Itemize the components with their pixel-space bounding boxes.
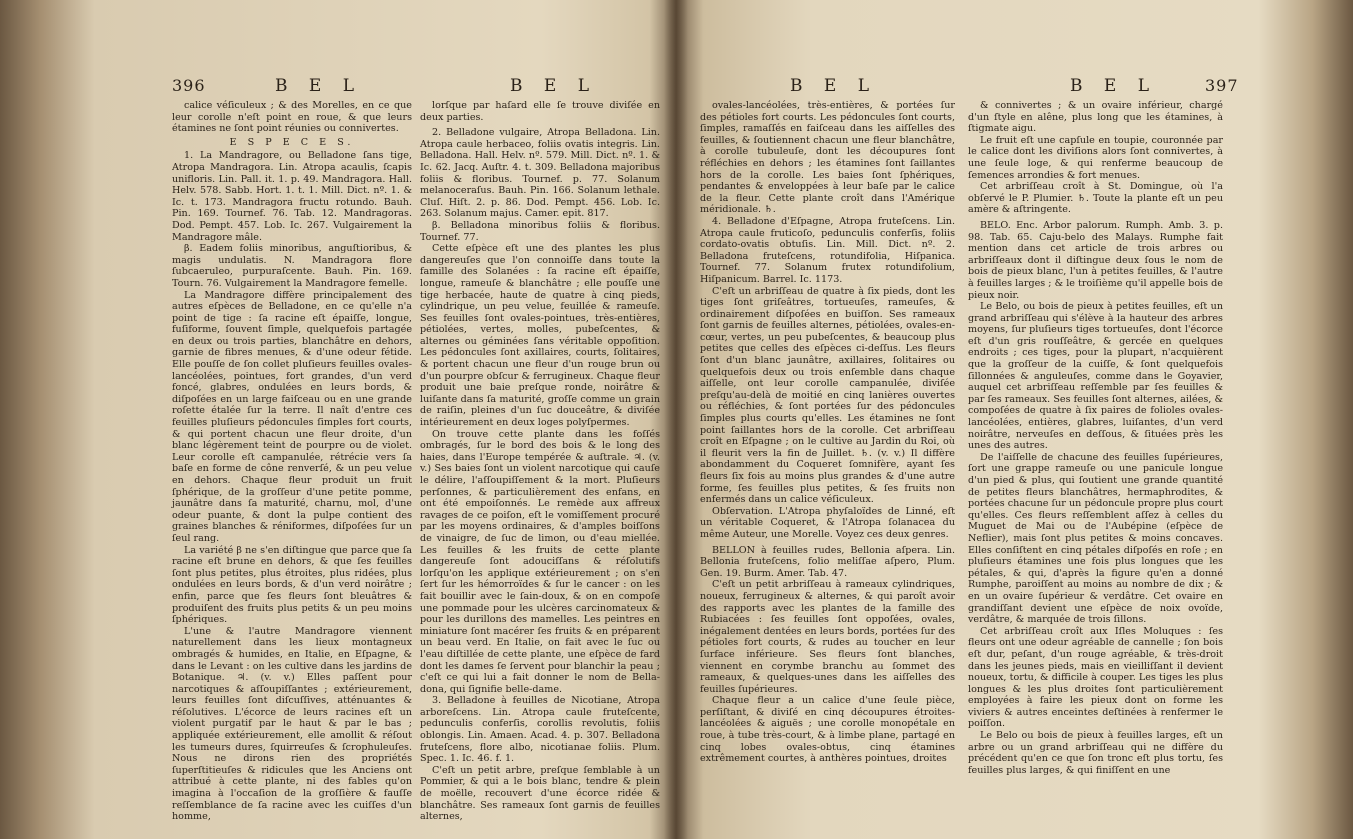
paragraph: C'eſt un petit arbriſſeau à rameaux cylindriques, noueux, ferrugineux & alternes, & qui paroît avoir des rapports avec les plantes de la famille des Rubiacées : ſes feuilles ſont oppoſées, ovales, inégalement dentées en leurs bords, portées ſur des pétioles fort courts, & rudes au toucher en leur ſurface inférieure. Ses fleurs ſont blanches, viennent en corymbe branchu au ſommet des rameaux, & quelques-unes dans les aiſſelles des feuilles ſupérieures.: [700, 579, 955, 695]
paragraph: L'une & l'autre Mandragore viennent naturellement dans les lieux montagneux ombragés & humides, en Italie, en Eſpagne, & dans le Levant : on les cultive dans les jardins de Botanique. ♃. (v. v.) Elles paſſent pour narcotiques & aſſoupiſſantes ; extérieurement, leurs feuilles ſont diſcuſſives, atténuantes & réſolutives. L'écorce de leurs racines eſt un violent purgatif par le haut & par le bas ; appliquée extérieurement, elle amollit & réſout les tumeurs dures, ſquirreuſes & ſcrophuleuſes. Nous ne dirons rien des propriétés ſuperſtitieuſes & ridicules que les Anciens ont attribué à cette plante, ni des fables qu'on imagina à l'occaſion de la groſſière & fauſſe reſſemblance de ſa racine avec les cuiſſes d'un homme,: [172, 625, 412, 823]
paragraph: La variété β ne s'en diſtingue que parce que ſa racine eſt brune en dehors, & que ſes feuilles ſont plus petites, plus étroites, plus ridées, plus ondulées en leurs bords, & d'un verd noirâtre ; enfin, parce que ſes fleurs ſont bleuâtres & produiſent des fruits plus petits & un peu moins ſphériques.: [172, 544, 412, 626]
paragraph: & connivertes ; & un ovaire inférieur, chargé d'un ſtyle en alêne, plus long que les étamines, à ſtigmate aigu.: [968, 100, 1223, 135]
book-gutter: [664, 0, 688, 839]
left-page: [120, 0, 668, 839]
paragraph: C'eſt un arbriſſeau de quatre à ſix pieds, dont les tiges ſont griſeâtres, tortueuſes, rameuſes, & ordinairement diſpoſées en buiſſon. Ses rameaux ſont garnis de feuilles alternes, pétiolées, ovales-en-cœur, vertes, un peu pubeſcentes, & beaucoup plus petites que celles des eſpèces ci-deſſus. Les fleurs ſont d'un blanc jaunâtre, axillaires, ſolitaires ou quelquefois deux ou trois enſemble dans chaque aiſſelle, ont leur corolle campanulée, diviſée preſqu'au-delà de moitié en cinq lanières ouvertes ou réfléchies, & ſont portées ſur des pédoncules ſimples plus courts qu'elles. Les étamines ne ſont point ſaillantes hors de la corolle. Cet arbriſſeau croît en Eſpagne ; on le cultive au Jardin du Roi, où il fleurit vers la fin de Juillet. ♄. (v. v.) Il diffère abondamment du Coqueret ſomnifère, ayant ſes fleurs ſix fois au moins plus grandes & d'une autre forme, ſes feuilles plus petites, & ſes fruits non enfermés dans un calice véſiculeux.: [700, 285, 955, 506]
paragraph: lorſque par haſard elle ſe trouve diviſée en deux parties.: [420, 100, 660, 123]
paragraph: β. Belladona minoribus foliis & floribus. Tournef. 77.: [420, 219, 660, 243]
running-head-word: B E L: [510, 76, 597, 96]
right-page: [680, 0, 1240, 839]
section-heading: E S P E C E S.: [229, 136, 355, 148]
paragraph: La Mandragore diffère principalement des autres eſpèces de Belladone, en ce qu'elle n'a point de tige : ſa racine eſt épaiſſe, longue, fuſiforme, ſouvent ſimple, quelquefois partagée en deux ou trois parties, blanchâtre en dehors, garnie de fibres menues, & d'une odeur fétide. Elle pouſſe de ſon collet pluſieurs feuilles ovales-lancéolées, pointues, fort grandes, d'un verd foncé, glabres, ondulées en leurs bords, & diſpoſées en un large faiſceau ou en une grande roſette étalée ſur la terre. Il naît d'entre ces feuilles pluſieurs pédoncules ſimples fort courts, & qui portent chacun une fleur droite, d'un blanc légèrement teint de pourpre ou de violet. Leur corolle eſt campanulée, rétrécie vers ſa baſe en forme de cône renverſé, & un peu velue en dehors. Chaque fleur produit un fruit ſphérique, de la groſſeur d'une petite pomme, jaunâtre dans ſa maturité, charnu, mol, d'une odeur puante, & dont la pulpe contient des graines blanches & réniformes, diſpoſées ſur un ſeul rang.: [172, 289, 412, 544]
paragraph: Chaque fleur a un calice d'une ſeule pièce, perſiſtant, & diviſé en cinq découpures étroites-lancéolées & aiguës ; une corolle monopétale en roue, à tube très-court, & à limbe plane, partagé en cinq lobes ovales-obtus, cinq étamines extrêmement courtes, à anthères pointues, droites: [700, 695, 955, 765]
text-column-2: [968, 100, 1223, 776]
text-column-2: [420, 100, 660, 823]
paragraph: 4. Belladone d'Eſpagne, Atropa fruteſcens. Lin. Atropa caule fruticoſo, pedunculis conferſis, foliis cordato-ovatis obtuſis. Lin. Mill. Dict. nº. 2. Belladona fruteſcens, rotundifolia, Hiſpanica. Tournef. 77. Solanum frutex rotundifolium, Hiſpanicum. Barrel. Ic. 1173.: [700, 215, 955, 285]
running-head-word: B E L: [790, 76, 877, 96]
paragraph: Le fruit eſt une capſule en toupie, couronnée par le calice dont les diviſions alors ſont connivertes, à une ſeule loge, & qui renferme beaucoup de ſemences arrondies & fort menues.: [968, 134, 1223, 181]
paragraph: Le Belo ou bois de pieux à feuilles larges, eſt un arbre ou un grand arbriſſeau qui ne diffère du précédent qu'en ce que ſon tronc eſt plus tortu, ſes feuilles plus larges, & qui finiſſent en une: [968, 730, 1223, 776]
paragraph: Cet arbriſſeau croît aux Iſles Moluques : ſes fleurs ont une odeur agréable de cannelle ; ſon bois eſt dur, peſant, d'un rouge agréable, & très-droit dans les jeunes pieds, mais en vieilliſſant il devient noueux, tortu, & difficile à couper. Les tiges les plus longues & les plus droites ſont particulièrement employées à faire les pieux dont on forme les viviers & autres enceintes deſtinées à renfermer le poiſſon.: [968, 625, 1223, 730]
paragraph: 2. Belladone vulgaire, Atropa Belladona. Lin. Atropa caule herbaceo, foliis ovatis integris. Lin. Belladona. Hall. Helv. nº. 579. Mill. Dict. nº. 1. & Ic. 62. Jacq. Auſtr. 4. t. 309. Belladona majoribus foliis & floribus. Tournef. p. 77. Solanum melanoceraſus. Bauh. Pin. 166. Solanum lethale. Cluſ. Hiſt. 2. p. 86. Dod. Pempt. 456. Lob. Ic. 263. Solanum majus. Camer. epit. 817.: [420, 127, 660, 220]
paragraph: 1. La Mandragore, ou Belladone ſans tige, Atropa Mandragora. Lin. Atropa acaulis, ſcapis unifloris. Lin. Pall. it. 1. p. 49. Mandragora. Hall. Helv. 578. Sabb. Hort. 1. t. 1. Mill. Dict. nº. 1. & Ic. t. 173. Mandragora fructu rotundo. Bauh. Pin. 169. Tournef. 76. Tab. 12. Mandragoras. Dod. Pempt. 457. Lob. Ic. 267. Vulgairement la Mandragore mâle.: [172, 150, 412, 243]
text-column-1: [172, 100, 412, 823]
page-number: 396: [172, 76, 206, 95]
paragraph: On trouve cette plante dans les foſſés ombragés, ſur le bord des bois & le long des haies, dans l'Europe tempérée & auſtrale. ♃. (v. v.) Ses baies ſont un violent narcotique qui cauſe le délire, l'aſſoupiſſement & la mort. Pluſieurs perſonnes, & particulièrement des enfans, en ont été empoiſonnés. Le remède aux affreux ravages de ce poiſon, eſt le vomiſſement procuré par les moyens ordinaires, & d'amples boiſſons de vinaigre, de ſuc de limon, ou d'eau miellée. Les feuilles & les fruits de cette plante dangereuſe ſont adouciſſans & réſolutifs lorſqu'on les applique extérieurement ; on s'en ſert ſur les hémorroïdes & ſur le cancer : on les fait bouillir avec le ſain-doux, & on en compoſe une pommade pour les ulcères carcinomateux & pour les durillons des mamelles. Les peintres en miniature ſont macérer ſes fruits & en préparent un beau verd. En Italie, on fait avec le ſuc ou l'eau diſtillée de cette plante, une eſpèce de fard dont les dames ſe ſervent pour blanchir la peau ; c'eſt ce qui lui a fait donner le nom de Bella-dona, qui ſignifie belle-dame.: [420, 428, 660, 695]
running-head-right: [680, 76, 1240, 98]
paragraph: C'eſt un petit arbre, preſque ſemblable à un Pommier, & qui a le bois blanc, tendre & plein de moëlle, recouvert d'une écorce ridée & blanchâtre. Ses rameaux ſont garnis de feuilles alternes,: [420, 764, 660, 823]
running-head-word: B E L: [275, 76, 362, 96]
paragraph: β. Eadem foliis minoribus, anguſtioribus, & magis undulatis. N. Mandragora flore ſubcaeruleo, purpuraſcente. Bauh. Pin. 169. Tourn. 76. Vulgairement la Mandragore femelle.: [172, 243, 412, 289]
running-head-word: B E L: [1070, 76, 1157, 96]
paragraph: BELLON à feuilles rudes, Bellonia aſpera. Lin. Bellonia fruteſcens, folio meliſſae aſpero, Plum. Gen. 19. Burm. Amer. Tab. 47.: [700, 544, 955, 579]
paragraph: Obſervation. L'Atropa phyſaloïdes de Linné, eſt un véritable Coqueret, & l'Atropa ſolanacea du même Auteur, une Morelle. Voyez ces deux genres.: [700, 505, 955, 540]
page-number: 397: [1205, 76, 1239, 95]
text-columns: [120, 100, 668, 823]
paragraph: 3. Belladone à feuilles de Nicotiane, Atropa arboreſcens. Lin. Atropa caule fruteſcente, pedunculis conferſis, corollis revolutis, foliis oblongis. Lin. Amaen. Acad. 4. p. 307. Belladona fruteſcens, flore albo, nicotianae foliis. Plum. Spec. 1. Ic. 46. f. 1.: [420, 695, 660, 765]
running-head-left: [120, 76, 668, 98]
paragraph: calice véſiculeux ; & des Morelles, en ce que leur corolle n'eſt point en roue, & que leurs étamines ne ſont point réunies ou connivertes.: [172, 100, 412, 135]
paragraph: BELO. Enc. Arbor palorum. Rumph. Amb. 3. p. 98. Tab. 65. Caju-belo des Malays. Rumphe fait mention dans cet article de trois arbres ou arbriſſeaux dont il diſtingue deux ſous le nom de bois de pieux blanc, l'un à petites feuilles, & l'autre à feuilles larges ; & le troiſième qu'il appelle bois de pieux noir.: [968, 219, 1223, 301]
paragraph: Le Belo, ou bois de pieux à petites feuilles, eſt un grand arbriſſeau qui s'élève à la hauteur des arbres moyens, ſur pluſieurs tiges tortueuſes, dont l'écorce eſt d'un gris rouſſeâtre, & gercée en quelques endroits ; ces tiges, pour la plupart, n'acquièrent que la groſſeur de la cuiſſe, & ſont quelquefois ſillonnées & anguleuſes, comme dans le Goyavier, auquel cet arbriſſeau reſſemble par ſes feuilles & par ſes rameaux. Ses feuilles ſont alternes, ailées, & compoſées de quatre à ſix paires de folioles ovales-lancéolées, entières, glabres, luiſantes, d'un verd noirâtre, nerveuſes en deſſous, & ſituées près les unes des autres.: [968, 301, 1223, 452]
text-column-1: [700, 100, 955, 765]
paragraph: ovales-lancéolées, très-entières, & portées ſur des pétioles fort courts. Les pédoncules ſont courts, ſimples, ramaſſés en faiſceau dans les aiſſelles des feuilles, & ſoutiennent chacun une fleur blanchâtre, à corolle tubuleuſe, dont les découpures ſont réfléchies en dehors ; les étamines ſont ſaillantes hors de la corolle. Les baies ſont ſphériques, pendantes & enveloppées à leur baſe par le calice de la fleur. Cette plante croît dans l'Amérique méridionale. ♄.: [700, 100, 955, 216]
paragraph: Cet arbriſſeau croît à St. Domingue, où l'a obſervé le P. Plumier. ♄. Toute la plante eſt un peu amère & aſtringente.: [968, 181, 1223, 216]
paragraph: De l'aiſſelle de chacune des feuilles ſupérieures, ſort une grappe rameuſe ou une panicule longue d'un pied & plus, qui ſoutient une grande quantité de petites fleurs blanchâtres, hermaphrodites, & portées chacune ſur un pédoncule propre plus court qu'elles. Ces fleurs reſſemblent aſſez à celles du Muguet de Mai ou de l'Aubépine (eſpèce de Neflier), mais ſont plus petites & moins concaves. Elles conſiſtent en cinq pétales diſpoſés en roſe ; en pluſieurs étamines une fois plus longues que les pétales, & qui, d'après la figure qu'en a donné Rumphe, paroiſſent au moins au nombre de dix ; & en un ovaire ſupérieur & verdâtre. Cet ovaire en grandiſſant devient une eſpèce de noix ovoïde, verdâtre, & marquée de trois ſillons.: [968, 451, 1223, 626]
paragraph: Cette eſpèce eſt une des plantes les plus dangereuſes que l'on connoiſſe dans toute la famille des Solanées : ſa racine eſt épaiſſe, longue, rameuſe & blanchâtre ; elle pouſſe une tige herbacée, haute de quatre à cinq pieds, cylindrique, un peu velue, feuillée & rameuſe. Ses feuilles ſont ovales-pointues, très-entières, pétiolées, vertes, molles, pubeſcentes, & alternes ou géminées ſans véritable oppoſition. Les pédoncules ſont axillaires, courts, ſolitaires, & portent chacun une fleur d'un rouge brun ou d'un pourpre obſcur & ferrugineux. Chaque fleur produit une baie preſque ronde, noirâtre & luiſante dans ſa maturité, groſſe comme un grain de raiſin, pleines d'un ſuc douceâtre, & diviſée intérieurement en deux loges polyſpermes.: [420, 243, 660, 429]
text-columns: [680, 100, 1240, 819]
